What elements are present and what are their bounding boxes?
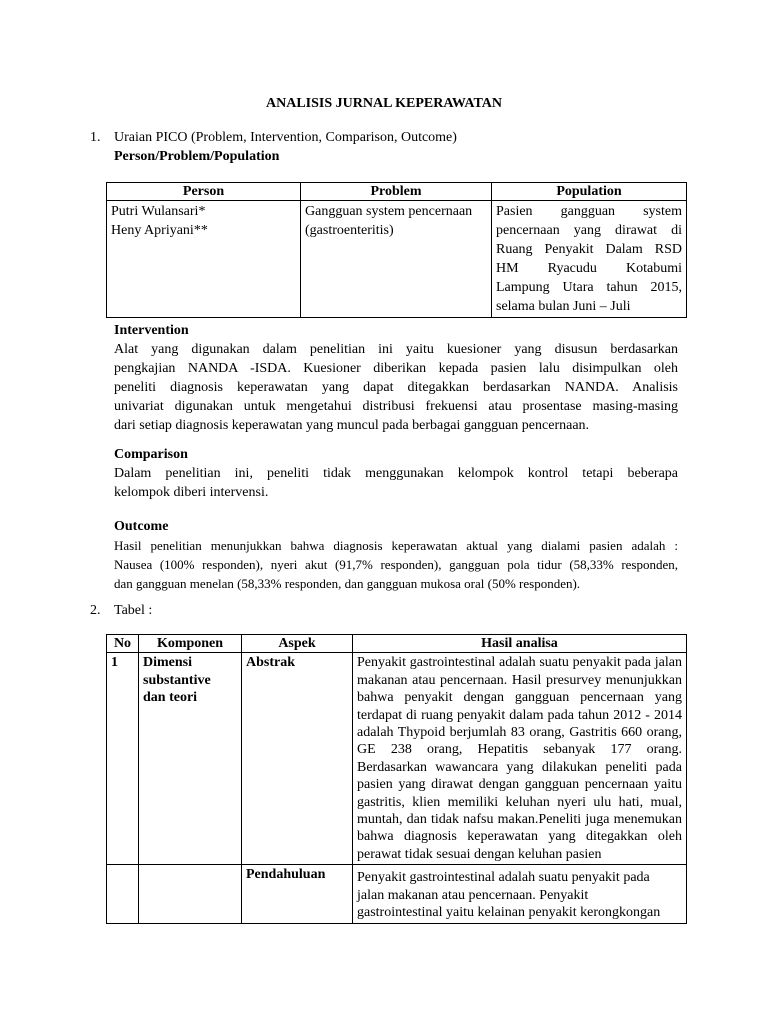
comparison-paragraph (114, 464, 678, 502)
hasil-line: gastrointestinal yaitu kelainan penyakit kerongkongan (357, 905, 661, 921)
intervention-line: Alat yang digunakan dalam penelitian ini yaitu kuesioner yang disusun berdasarkan (114, 342, 678, 357)
hasil-line: adalah Thypoid berjumlah 83 orang, Gastritis 660 orang, (357, 725, 682, 741)
komponen-line: Dimensi (143, 655, 192, 671)
intervention-line: pengkajian NANDA -ISDA. Kuesioner diberikan kepada pasien lalu disimpulkan oleh (114, 361, 678, 376)
intervention-line: peneliti diagnosis keperawatan yang dapat ditegakkan berdasarkan NANDA. Analisis (114, 380, 678, 395)
hasil-line: jalan makanan atau pencernaan. Penyakit (357, 887, 589, 903)
section-2-heading: Tabel : (114, 603, 153, 618)
outcome-line: dan gangguan menelan (58,33% responden, dan gangguan mukosa oral (50% responden). (114, 576, 581, 591)
header-problem: Problem (301, 183, 492, 201)
row-aspek: Pendahuluan (242, 865, 353, 923)
person-name-1: Putri Wulansari* (111, 204, 206, 219)
section-1-subheading: Person/Problem/Population (114, 149, 280, 164)
hasil-line: muntah, dan tidak nafsu makan.Peneliti juga menemukan (357, 812, 682, 828)
hasil-line: Penyakit gastrointestinal adalah suatu penyakit pada jalan (357, 655, 682, 671)
outcome-heading: Outcome (114, 519, 169, 534)
problem-line-2: (gastroenteritis) (305, 223, 394, 238)
population-line-4: HM Ryacudu Kotabumi (496, 261, 682, 276)
hasil-line: makanan atau pencernaan. Hasil presurvey menunjukkan (357, 672, 682, 688)
problem-cell (301, 201, 492, 318)
analysis-table-header (107, 635, 687, 653)
row-hasil-analisa (353, 865, 687, 923)
population-cell (492, 201, 687, 318)
header-no: No (107, 635, 139, 653)
hasil-line: bahwa diagnosis keperawatan yang ditegakkan oleh (357, 829, 682, 845)
comparison-line: kelompok diberi intervensi. (114, 485, 269, 500)
section-2-number: 2. (90, 603, 101, 618)
outcome-line: Nausea (100% responden), nyeri akut (91,7% responden), gangguan pola tidur (58,33% responden, (114, 557, 678, 572)
problem-line-1: Gangguan system pencernaan (305, 204, 473, 219)
row-no (107, 865, 139, 923)
row-aspek: Abstrak (242, 653, 353, 865)
hasil-line: perawat tidak sesuai dengan keluhan pasien (357, 846, 602, 862)
hasil-line: bahwa penyakit dengan gangguan pencernaan yang (357, 690, 682, 706)
table-row (107, 865, 687, 923)
hasil-line: GE 238 orang, Hepatitis sebanyak 177 orang. (357, 742, 682, 758)
pico-table (106, 182, 687, 318)
population-line-3: Ruang Penyakit Dalam RSD (496, 242, 682, 257)
pico-table-row (107, 201, 687, 318)
table-row (107, 653, 687, 865)
row-no: 1 (107, 653, 139, 865)
analysis-table (106, 634, 687, 924)
header-person: Person (107, 183, 301, 201)
section-1-number: 1. (90, 130, 101, 145)
header-komponen: Komponen (139, 635, 242, 653)
hasil-line: Berdasarkan wawancara yang dilakukan peneliti pada (357, 759, 682, 775)
row-komponen (139, 653, 242, 865)
hasil-line: pasien yang dirawat dengan gangguan pencernaan yaitu (357, 777, 682, 793)
pico-table-header (107, 183, 687, 201)
person-name-2: Heny Apriyani** (111, 223, 208, 238)
header-population: Population (492, 183, 687, 201)
intervention-paragraph (114, 340, 678, 435)
population-line-1: Pasien gangguan system (496, 204, 682, 219)
intervention-heading: Intervention (114, 323, 189, 338)
komponen-line: dan teori (143, 690, 198, 706)
outcome-line: Hasil penelitian menunjukkan bahwa diagnosis keperawatan aktual yang dialami pasien adalah : (114, 538, 678, 553)
komponen-line: substantive (143, 672, 211, 688)
row-hasil-analisa (353, 653, 687, 865)
population-line-2: pencernaan yang dirawat di (496, 223, 682, 238)
section-1-heading: Uraian PICO (Problem, Intervention, Comparison, Outcome) (114, 130, 457, 145)
population-line-5: Lampung Utara tahun 2015, (496, 280, 682, 295)
comparison-line: Dalam penelitian ini, peneliti tidak menggunakan kelompok kontrol tetapi beberapa (114, 466, 678, 481)
hasil-line: gastritis, klien memiliki keluhan nyeri ulu hati, mual, (357, 794, 682, 810)
comparison-heading: Comparison (114, 447, 188, 462)
document-title: ANALISIS JURNAL KEPERAWATAN (266, 96, 502, 111)
header-aspek: Aspek (242, 635, 353, 653)
population-line-6: selama bulan Juni – Juli (496, 299, 631, 314)
intervention-line: dari setiap diagnosis keperawatan yang muncul pada berbagai gangguan pencernaan. (114, 418, 590, 433)
hasil-line: terdapat di ruang penyakit dalam pada tahun 2012 - 2014 (357, 707, 682, 723)
row-komponen (139, 865, 242, 923)
header-hasil-analisa: Hasil analisa (353, 635, 687, 653)
hasil-line: Penyakit gastrointestinal adalah suatu penyakit pada (357, 870, 650, 886)
outcome-paragraph (114, 536, 678, 593)
intervention-line: univariat digunakan untuk mengetahui distribusi frekuensi atau prosentase masing-masing (114, 399, 678, 414)
person-cell (107, 201, 301, 318)
